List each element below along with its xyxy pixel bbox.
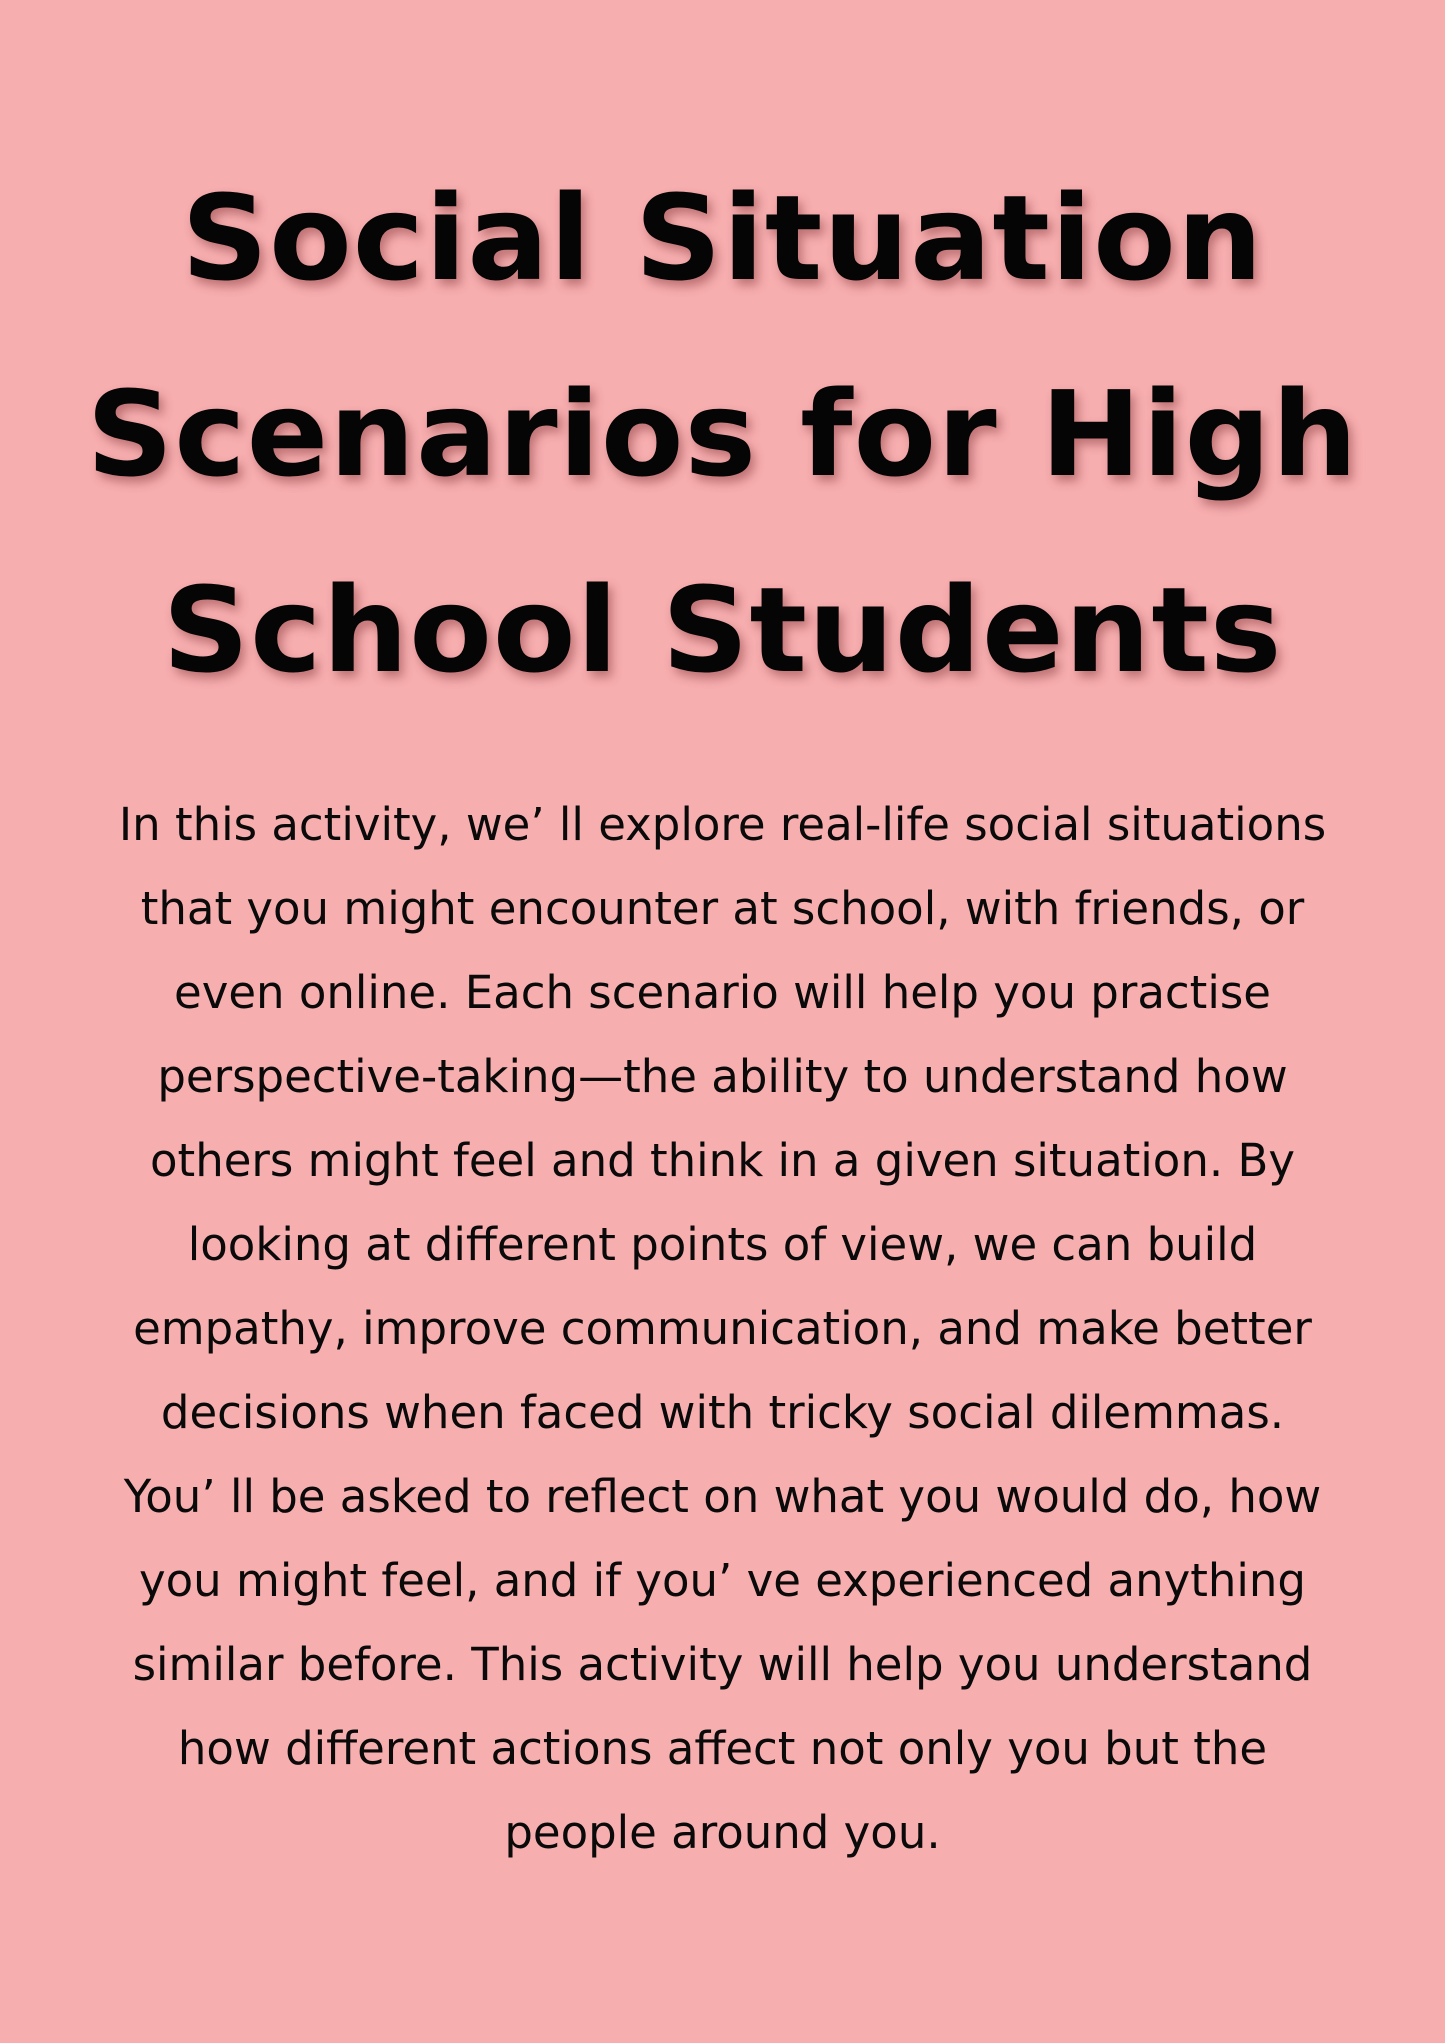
intro-line: perspective-taking—the ability to understand how [157, 1050, 1288, 1103]
intro-line: You’ ll be asked to reflect on what you would do, how [123, 1470, 1322, 1523]
title-line-1: Social Situation [181, 169, 1264, 307]
intro-line: how different actions affect not only you but the [177, 1722, 1268, 1775]
intro-line: In this activity, we’ ll explore real-life social situations [118, 798, 1327, 851]
intro-line: similar before. This activity will help you understand [132, 1638, 1313, 1691]
intro-line: you might feel, and if you’ ve experienced anything [139, 1554, 1306, 1607]
intro-line: that you might encounter at school, with friends, or [140, 882, 1305, 935]
page-title [0, 140, 1445, 728]
title-line-3: School Students [162, 561, 1283, 699]
intro-line: others might feel and think in a given situation. By [150, 1134, 1295, 1187]
intro-line: decisions when faced with tricky social dilemmas. [160, 1386, 1285, 1439]
intro-line: empathy, improve communication, and make better [133, 1302, 1312, 1355]
intro-line: looking at different points of view, we can build [187, 1218, 1258, 1271]
intro-line: even online. Each scenario will help you practise [174, 966, 1271, 1019]
intro-paragraph [40, 783, 1405, 1875]
intro-line: people around you. [504, 1806, 941, 1859]
title-line-2: Scenarios for High [86, 365, 1359, 503]
